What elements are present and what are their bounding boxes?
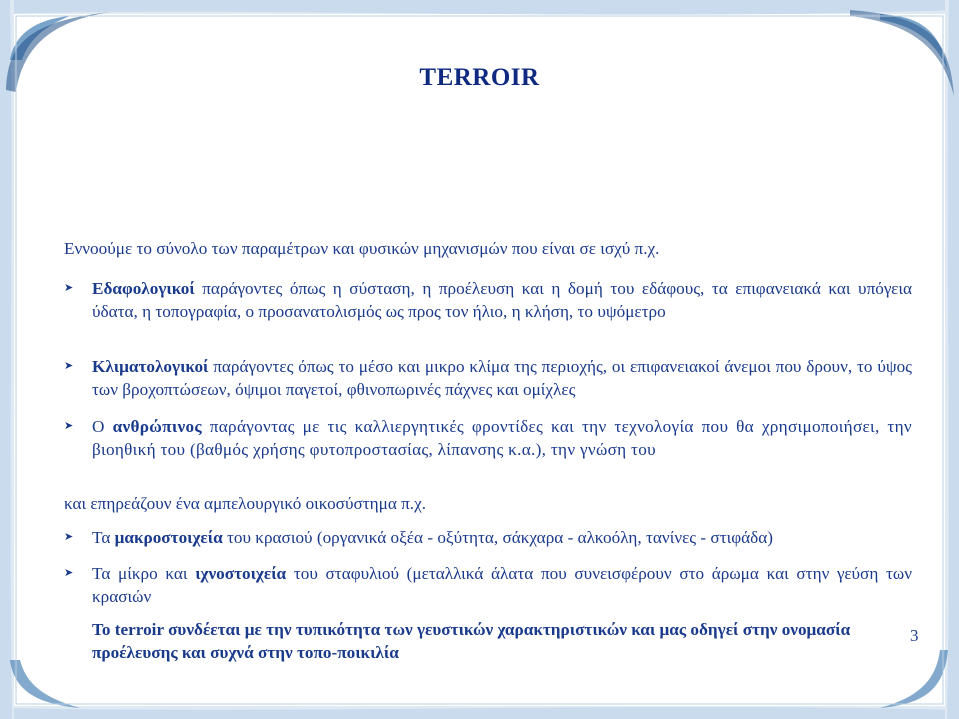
bullet-bold-term: Εδαφολογικοί: [92, 279, 195, 298]
bullet-prefix: Τα μίκρο και: [92, 564, 196, 583]
intro-text: Εννοούμε το σύνολο των παραμέτρων και φυσικών μηχανισμών που είναι σε ισχύ π.χ.: [64, 239, 660, 258]
bullet-arrow-icon: ➤: [64, 567, 74, 579]
bullet-soil-factors: [64, 277, 912, 323]
bullet-bold-term: μακροστοιχεία: [114, 528, 223, 547]
bullet-trace-elements: [64, 562, 912, 608]
summary-statement: Το terroir συνδέεται με την τυπικότητα των γευστικών χαρακτηριστικών και μας οδηγεί στην ονομασία προέλευσης και συχνά στην τοπο-ποικιλία: [92, 620, 851, 662]
bullet-text: παράγοντας με τις καλλιεργητικές φροντίδες και την τεχνολογία που θα χρησιμοποιήσει, την βιοηθική του (βαθμός χρήσης φυτοπροστασίας, λίπανσης κ.α.), την γνώση του: [92, 417, 912, 459]
slide-title: TERROIR: [419, 64, 540, 91]
ecosystem-line: και επηρεάζουν ένα αμπελουργικό οικοσύστημα π.χ.: [64, 494, 427, 513]
bullet-bold-term: ιχνοστοιχεία: [195, 564, 287, 583]
bullet-human-factor: [64, 415, 912, 461]
bullet-arrow-icon: ➤: [64, 360, 74, 372]
bullet-text: του σταφυλιού (μεταλλικά άλατα που συνεισφέρουν στο άρωμα και στην γεύση των κρασιών: [92, 564, 912, 606]
bullet-arrow-icon: ➤: [64, 282, 74, 294]
bullet-prefix: Ο: [92, 417, 113, 436]
bullet-climate-factors: [64, 355, 912, 401]
bullet-macroelements: [64, 526, 912, 549]
bullet-bold-term: Κλιματολογικοί: [92, 357, 209, 376]
bullet-text: του κρασιού (οργανικά οξέα - οξύτητα, σάκχαρα - αλκοόλη, τανίνες - στιφάδα): [222, 528, 773, 547]
bullet-text: παράγοντες όπως το μέσο και μικρο κλίμα της περιοχής, οι επιφανειακοί άνεμοι που δρουν, το ύψος των βροχοπτώσεων, όψιμοι παγετοί, φθινοπωρινές πάχνες και ομίχλες: [92, 357, 912, 399]
bullet-text: παράγοντες όπως η σύσταση, η προέλευση και η δομή του εδάφους, τα επιφανειακά και υπόγεια ύδατα, η τοπογραφία, ο προσανατολισμός ως προς τον ήλιο, η κλήση, το υψόμετρο: [92, 279, 912, 321]
bullet-bold-term: ανθρώπινος: [112, 417, 202, 436]
bullet-arrow-icon: ➤: [64, 420, 74, 432]
bullet-arrow-icon: ➤: [64, 531, 74, 543]
page-number: 3: [910, 626, 919, 645]
bullet-prefix: Τα: [92, 528, 115, 547]
